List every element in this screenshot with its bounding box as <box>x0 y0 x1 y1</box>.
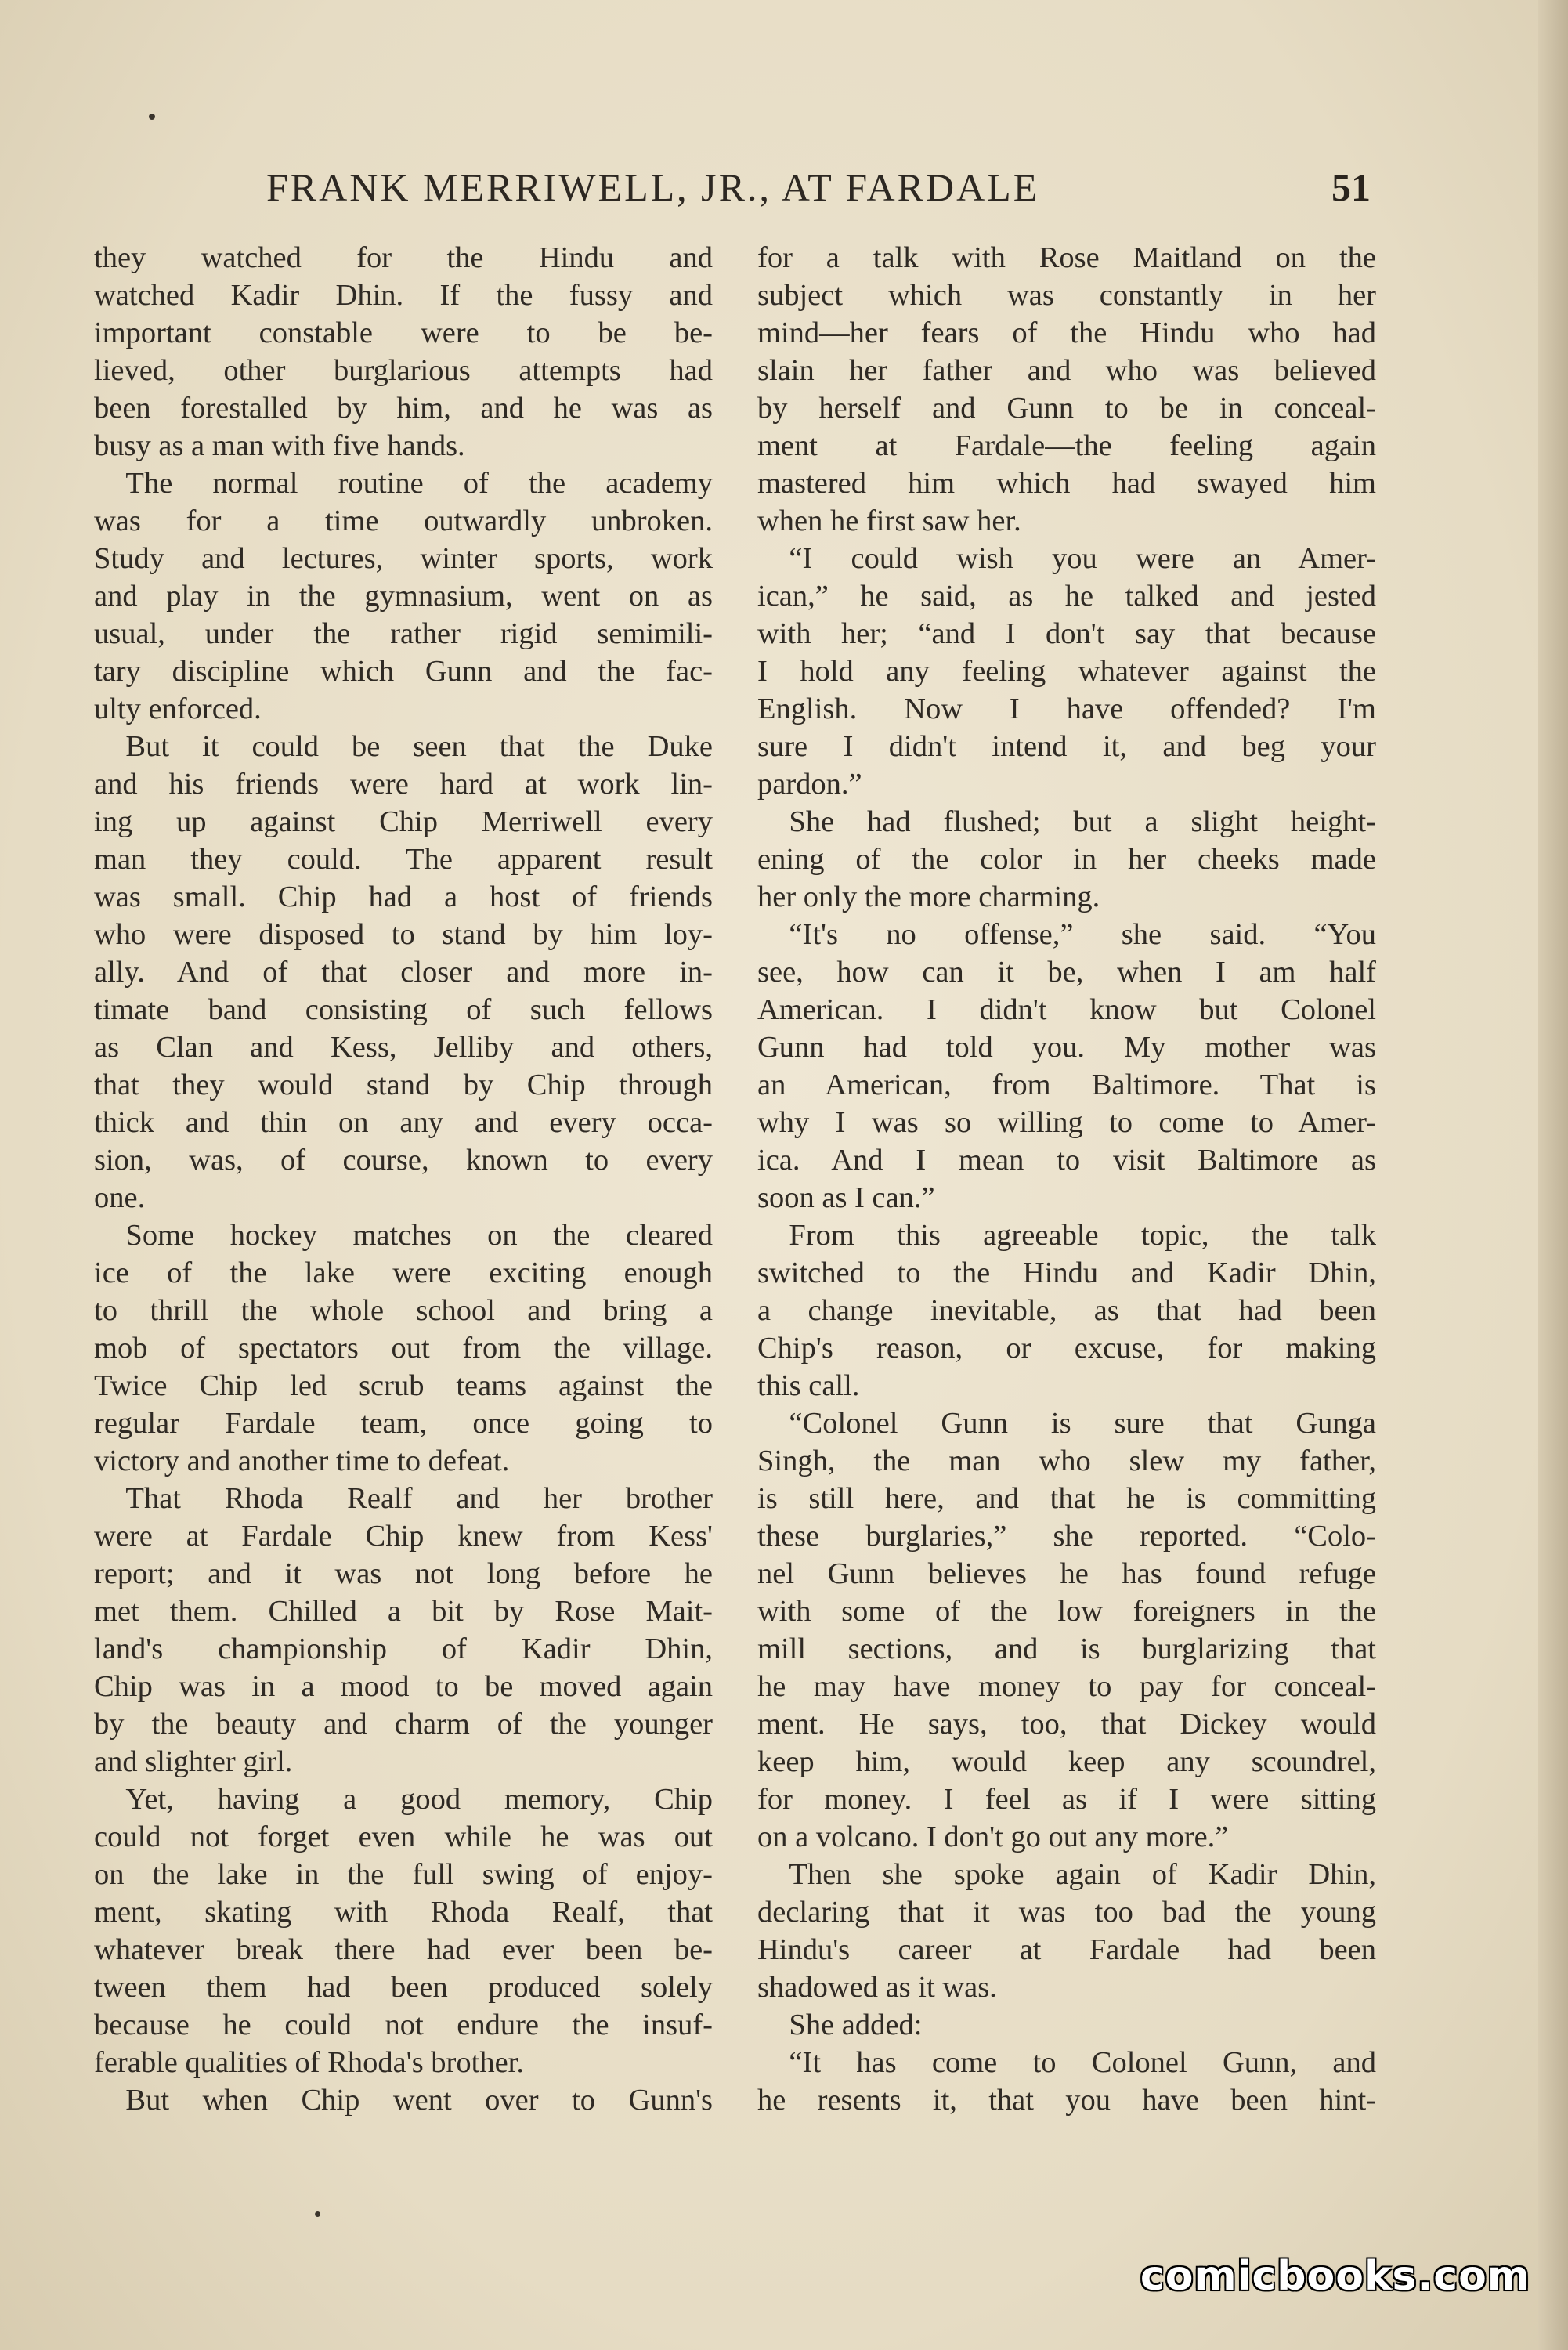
text-line: they watched for the Hindu and <box>94 241 713 274</box>
text-line: he resents it, that you have been hint- <box>757 2084 1376 2117</box>
text-line: watched Kadir Dhin. If the fussy and <box>94 279 713 312</box>
text-line: timate band consisting of such fellows <box>94 993 713 1026</box>
text-line: ening of the color in her cheeks made <box>757 843 1376 876</box>
text-line: “I could wish you were an Amer- <box>789 542 1376 575</box>
text-line: sure I didn't intend it, and beg your <box>757 730 1376 763</box>
text-line: her only the more charming. <box>757 880 1100 913</box>
text-line: and his friends were hard at work lin- <box>94 768 713 801</box>
text-line: report; and it was not long before he <box>94 1557 713 1590</box>
text-line: Some hockey matches on the cleared <box>125 1219 713 1252</box>
text-line: who were disposed to stand by him loy- <box>94 918 713 951</box>
page-edge <box>1538 0 1568 2350</box>
text-line: Study and lectures, winter sports, work <box>94 542 713 575</box>
text-line: for money. I feel as if I were sitting <box>757 1783 1376 1816</box>
text-line: because he could not endure the insuf- <box>94 2008 713 2041</box>
text-line: declaring that it was too bad the young <box>757 1896 1376 1929</box>
text-line: these burglaries,” she reported. “Colo- <box>757 1520 1376 1553</box>
text-line: tary discipline which Gunn and the fac- <box>94 655 713 688</box>
ink-speck <box>315 2211 320 2217</box>
text-line: The normal routine of the academy <box>125 467 713 500</box>
text-line: ally. And of that closer and more in- <box>94 956 713 989</box>
running-title: FRANK MERRIWELL, JR., AT FARDALE <box>266 165 1040 209</box>
text-line: switched to the Hindu and Kadir Dhin, <box>757 1256 1376 1289</box>
text-line: Chip was in a mood to be moved again <box>94 1670 713 1703</box>
text-line: ice of the lake were exciting enough <box>94 1256 713 1289</box>
text-line: and play in the gymnasium, went on as <box>94 580 713 613</box>
text-line: thick and thin on any and every occa- <box>94 1106 713 1139</box>
right-text-column <box>757 239 1376 2119</box>
text-line: an American, from Baltimore. That is <box>757 1068 1376 1101</box>
text-line: were at Fardale Chip knew from Kess' <box>94 1520 713 1553</box>
text-line: busy as a man with five hands. <box>94 429 465 462</box>
left-text-column <box>94 239 713 2119</box>
text-line: tween them had been produced solely <box>94 1971 713 2004</box>
text-line: subject which was constantly in her <box>757 279 1376 312</box>
text-line: land's championship of Kadir Dhin, <box>94 1632 713 1665</box>
text-line: and slighter girl. <box>94 1745 293 1778</box>
text-line: Yet, having a good memory, Chip <box>125 1783 713 1816</box>
text-line: been forestalled by him, and he was as <box>94 392 713 425</box>
text-line: Singh, the man who slew my father, <box>757 1444 1376 1477</box>
text-line: he may have money to pay for conceal- <box>757 1670 1376 1703</box>
text-line: is still here, and that he is committing <box>757 1482 1376 1515</box>
text-line: usual, under the rather rigid semimili- <box>94 617 713 650</box>
text-line: met them. Chilled a bit by Rose Mait- <box>94 1595 713 1628</box>
ink-speck <box>149 114 155 120</box>
text-line: by the beauty and charm of the younger <box>94 1708 713 1741</box>
text-line: Twice Chip led scrub teams against the <box>94 1369 713 1402</box>
text-line: Then she spoke again of Kadir Dhin, <box>789 1858 1376 1891</box>
text-line: Gunn had told you. My mother was <box>757 1031 1376 1064</box>
watermark-logo: comicbooks.com <box>1140 2253 1530 2300</box>
text-line: From this agreeable topic, the talk <box>789 1219 1376 1252</box>
text-line: But it could be seen that the Duke <box>125 730 713 763</box>
text-line: ica. And I mean to visit Baltimore as <box>757 1144 1376 1177</box>
text-line: mob of spectators out from the village. <box>94 1332 713 1365</box>
text-line: man they could. The apparent result <box>94 843 713 876</box>
text-line: lieved, other burglarious attempts had <box>94 354 713 387</box>
text-line: one. <box>94 1181 146 1214</box>
text-line: mind—her fears of the Hindu who had <box>757 316 1376 349</box>
text-line: as Clan and Kess, Jelliby and others, <box>94 1031 713 1064</box>
text-line: was small. Chip had a host of friends <box>94 880 713 913</box>
text-line: ing up against Chip Merriwell every <box>94 805 713 838</box>
text-line: by herself and Gunn to be in conceal- <box>757 392 1376 425</box>
text-line: ment at Fardale—the feeling again <box>757 429 1376 462</box>
text-line: whatever break there had ever been be- <box>94 1933 713 1966</box>
text-line: “It's no offense,” she said. “You <box>789 918 1376 951</box>
page-number: 51 <box>1331 165 1371 209</box>
text-line: soon as I can.” <box>757 1181 935 1214</box>
text-line: “It has come to Colonel Gunn, and <box>789 2046 1376 2079</box>
text-line: could not forget even while he was out <box>94 1820 713 1853</box>
text-line: Chip's reason, or excuse, for making <box>757 1332 1376 1365</box>
text-line: sion, was, of course, known to every <box>94 1144 713 1177</box>
text-line: a change inevitable, as that had been <box>757 1294 1376 1327</box>
text-line: That Rhoda Realf and her brother <box>125 1482 713 1515</box>
text-line: Hindu's career at Fardale had been <box>757 1933 1376 1966</box>
text-line: ican,” he said, as he talked and jested <box>757 580 1376 613</box>
text-line: when he first saw her. <box>757 504 1021 537</box>
text-line: keep him, would keep any scoundrel, <box>757 1745 1376 1778</box>
text-line: pardon.” <box>757 768 862 801</box>
text-line: English. Now I have offended? I'm <box>757 692 1376 725</box>
text-line: She added: <box>789 2008 923 2041</box>
text-line: regular Fardale team, once going to <box>94 1407 713 1440</box>
text-line: why I was so willing to come to Amer- <box>757 1106 1376 1139</box>
text-line: was for a time outwardly unbroken. <box>94 504 713 537</box>
text-line: with some of the low foreigners in the <box>757 1595 1376 1628</box>
text-line: on a volcano. I don't go out any more.” <box>757 1820 1229 1853</box>
text-line: with her; “and I don't say that because <box>757 617 1376 650</box>
text-line: victory and another time to defeat. <box>94 1444 510 1477</box>
text-line: for a talk with Rose Maitland on the <box>757 241 1376 274</box>
text-line: ferable qualities of Rhoda's brother. <box>94 2046 524 2079</box>
text-line: mastered him which had swayed him <box>757 467 1376 500</box>
text-line: “Colonel Gunn is sure that Gunga <box>789 1407 1376 1440</box>
text-line: mill sections, and is burglarizing that <box>757 1632 1376 1665</box>
text-line: She had flushed; but a slight height- <box>789 805 1376 838</box>
text-line: ment, skating with Rhoda Realf, that <box>94 1896 713 1929</box>
text-line: nel Gunn believes he has found refuge <box>757 1557 1376 1590</box>
text-line: see, how can it be, when I am half <box>757 956 1376 989</box>
text-line: American. I didn't know but Colonel <box>757 993 1376 1026</box>
text-line: that they would stand by Chip through <box>94 1068 713 1101</box>
text-line: to thrill the whole school and bring a <box>94 1294 713 1327</box>
text-line: slain her father and who was believed <box>757 354 1376 387</box>
text-line: on the lake in the full swing of enjoy- <box>94 1858 713 1891</box>
text-line: But when Chip went over to Gunn's <box>125 2084 713 2117</box>
text-line: shadowed as it was. <box>757 1971 997 2004</box>
text-line: ment. He says, too, that Dickey would <box>757 1708 1376 1741</box>
running-header <box>258 164 1371 219</box>
text-line: I hold any feeling whatever against the <box>757 655 1376 688</box>
text-line: this call. <box>757 1369 860 1402</box>
text-line: important constable were to be be- <box>94 316 713 349</box>
text-line: ulty enforced. <box>94 692 262 725</box>
